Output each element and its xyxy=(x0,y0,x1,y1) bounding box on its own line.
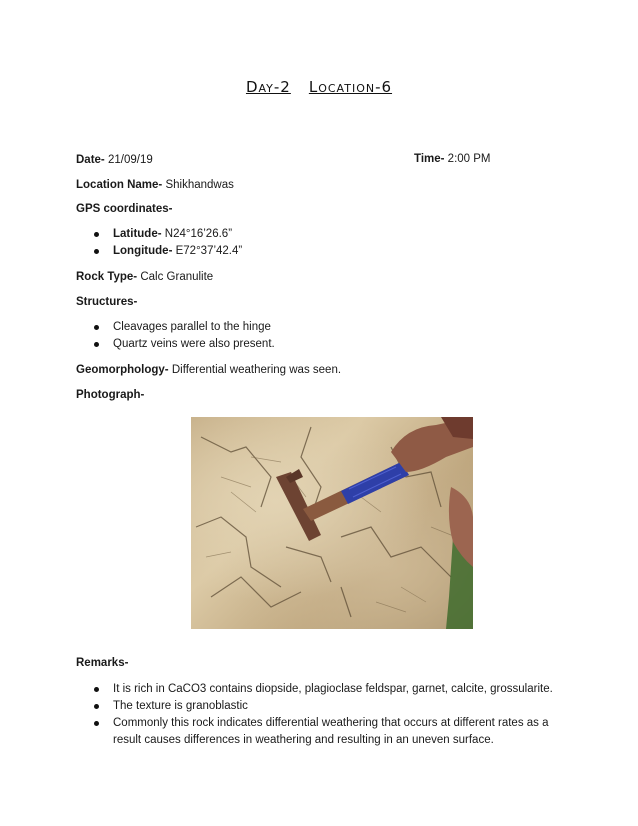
time-line xyxy=(414,153,491,165)
location-name-label: Location Name- xyxy=(76,179,163,191)
list-item: It is rich in CaCO3 contains diopside, plagioclase feldspar, garnet, calcite, grossularite. xyxy=(94,681,554,698)
geomorphology-label: Geomorphology- xyxy=(76,364,169,376)
longitude-label: Longitude- xyxy=(113,245,173,257)
photograph-heading xyxy=(76,388,144,402)
gps-label: GPS coordinates- xyxy=(76,203,173,215)
title-location: Location-6 xyxy=(308,78,393,96)
rock-type-label: Rock Type- xyxy=(76,271,138,283)
date-value: 21/09/19 xyxy=(107,154,153,166)
rock-photograph xyxy=(191,417,473,629)
longitude-value: E72°37’42.4” xyxy=(175,245,243,257)
date-line xyxy=(76,153,153,167)
time-value: 2:00 PM xyxy=(447,153,491,165)
gps-latitude-item xyxy=(94,226,242,243)
gps-longitude-item xyxy=(94,243,242,260)
structures-label: Structures- xyxy=(76,296,138,308)
rock-type-value: Calc Granulite xyxy=(140,271,214,283)
rock-type-line xyxy=(76,270,213,284)
rock-photo-illustration xyxy=(191,417,473,629)
gps-heading xyxy=(76,202,173,216)
remarks-label: Remarks- xyxy=(76,657,129,669)
gps-list xyxy=(94,226,242,260)
page-title xyxy=(0,78,638,96)
time-label: Time- xyxy=(414,153,445,165)
title-day: Day-2 xyxy=(245,78,291,96)
location-name-line xyxy=(76,178,234,192)
list-item: Cleavages parallel to the hinge xyxy=(94,319,275,336)
geomorphology-line xyxy=(76,363,341,377)
location-name-value: Shikhandwas xyxy=(165,179,234,191)
latitude-value: N24°16’26.6” xyxy=(164,228,233,240)
structures-heading xyxy=(76,295,137,309)
remarks-list xyxy=(94,681,554,749)
list-item: The texture is granoblastic xyxy=(94,698,554,715)
list-item: Commonly this rock indicates differential weathering that occurs at different rates as a result causes differences in weathering and resulting in an uneven surface. xyxy=(94,715,554,749)
latitude-label: Latitude- xyxy=(113,228,162,240)
photograph-label: Photograph- xyxy=(76,389,145,401)
remarks-heading xyxy=(76,656,128,670)
list-item: Quartz veins were also present. xyxy=(94,336,275,353)
structures-list xyxy=(94,319,275,353)
date-label: Date- xyxy=(76,154,105,166)
geomorphology-value: Differential weathering was seen. xyxy=(171,364,342,376)
